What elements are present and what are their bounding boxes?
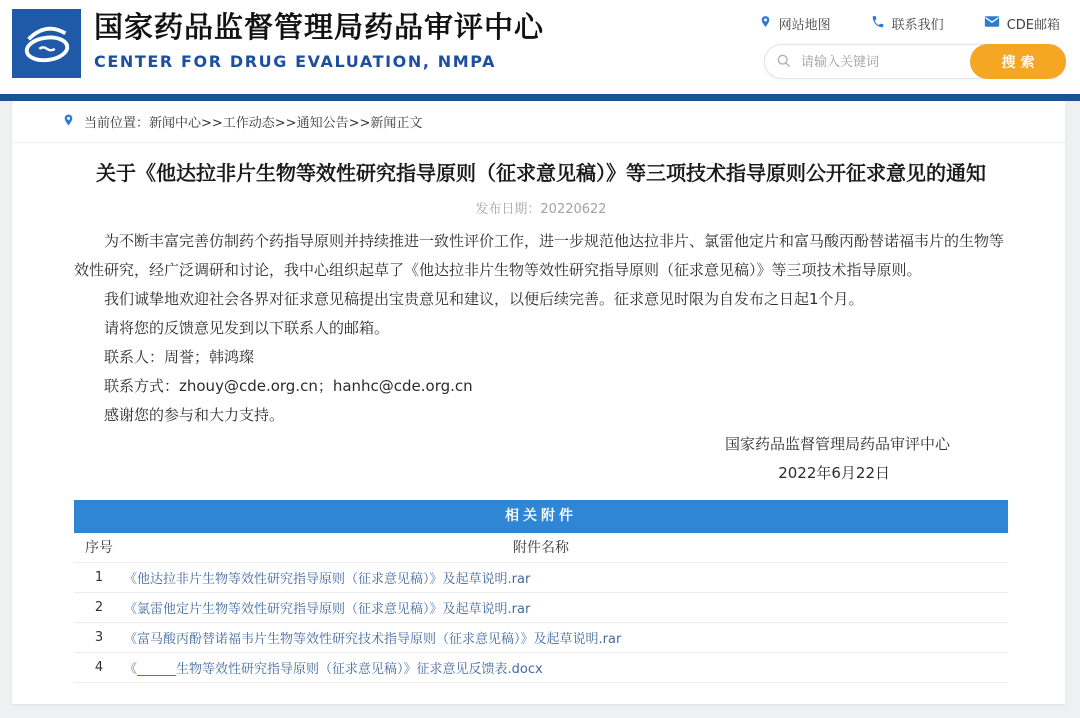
cde-swirl-logo-icon [12, 9, 81, 78]
contact-email-line: 联系方式：zhouy@cde.org.cn；hanhc@cde.org.cn [104, 377, 473, 395]
row-index: 3 [94, 630, 104, 645]
paragraph: 为不断丰富完善仿制药个药指导原则并持续推进一致性评价工作，进一步规范他达拉非片、氯雷他定片和富马酸丙酚替诺福韦片的生物等效性研究，经广泛调研和讨论，我中心组织起草了《他达拉非片生物等效性研究指导原则（征求意见稿）》等三项技术指导原则。 [74, 232, 1005, 279]
sitemap-link-label: 网站地图 [778, 18, 831, 33]
org-name-en: CENTER FOR DRUG EVALUATION, NMPA [94, 52, 497, 71]
attachment-link[interactable]: 《氯雷他定片生物等效性研究指导原则（征求意见稿）》及起草说明.rar [124, 602, 531, 617]
breadcrumb-text[interactable]: 当前位置：新闻中心>>工作动态>>通知公告>>新闻正文 [84, 116, 423, 131]
column-header-index: 序号 [85, 540, 113, 556]
org-name-cn: 国家药品监督管理局药品审评中心 [94, 10, 545, 44]
row-index: 2 [94, 600, 104, 615]
table-row [74, 563, 1008, 593]
attachment-link[interactable]: 《富马酸丙酚替诺福韦片生物等效性研究技术指导原则（征求意见稿）》及起草说明.rar [124, 632, 622, 647]
brand-text [94, 9, 544, 71]
sitemap-link[interactable] [759, 14, 831, 33]
search-icon [776, 53, 792, 73]
header-right [759, 9, 1066, 94]
site-header [0, 0, 1080, 94]
breadcrumb [12, 101, 1065, 143]
table-row [74, 623, 1008, 653]
signature-org: 国家药品监督管理局药品审评中心 [724, 435, 950, 453]
article-paragraphs [74, 227, 1008, 430]
site-brand [12, 9, 544, 94]
contact-person-line: 联系人：周誉；韩鸿璨 [104, 348, 255, 366]
article-body [12, 143, 1065, 683]
header-divider-bar [0, 94, 1080, 101]
paragraph: 我们诚挚地欢迎社会各界对征求意见稿提出宝贵意见和建议，以便后续完善。征求意见时限为自发布之日起1个月。 [104, 290, 864, 308]
attachment-link[interactable]: 《______生物等效性研究指导原则（征求意见稿）》征求意见反馈表.docx [124, 662, 543, 677]
attachments-column-headers [74, 533, 1008, 563]
location-pin-icon [62, 112, 75, 132]
row-index: 4 [94, 660, 104, 675]
contact-us-link[interactable] [871, 14, 944, 33]
search-bar [764, 44, 1066, 79]
cde-mail-link[interactable] [984, 14, 1060, 33]
paragraph: 感谢您的参与和大力支持。 [104, 406, 285, 424]
attachment-link[interactable]: 《他达拉非片生物等效性研究指导原则（征求意见稿）》及起草说明.rar [124, 572, 531, 587]
cde-mail-link-label: CDE邮箱 [1006, 18, 1060, 33]
column-header-name: 附件名称 [513, 540, 569, 556]
publish-date: 发布日期：20220622 [475, 202, 607, 217]
attachments-header: 相关附件 [74, 500, 1008, 533]
envelope-icon [984, 15, 1000, 32]
signature-date: 2022年6月22日 [778, 464, 890, 482]
table-row [74, 653, 1008, 683]
content-area [0, 101, 1080, 718]
row-index: 1 [94, 570, 104, 585]
contact-us-link-label: 联系我们 [891, 18, 944, 33]
table-row [74, 593, 1008, 623]
paragraph: 请将您的反馈意见发到以下联系人的邮箱。 [104, 319, 390, 337]
page-title: 关于《他达拉非片生物等效性研究指导原则（征求意见稿）》等三项技术指导原则公开征求意见的通知 [96, 161, 986, 185]
quick-links [759, 14, 1066, 33]
map-pin-icon [759, 14, 772, 33]
article-card [12, 101, 1065, 704]
phone-icon [871, 15, 885, 33]
attachments-table [74, 500, 1008, 683]
search-button[interactable]: 搜索 [970, 44, 1066, 79]
